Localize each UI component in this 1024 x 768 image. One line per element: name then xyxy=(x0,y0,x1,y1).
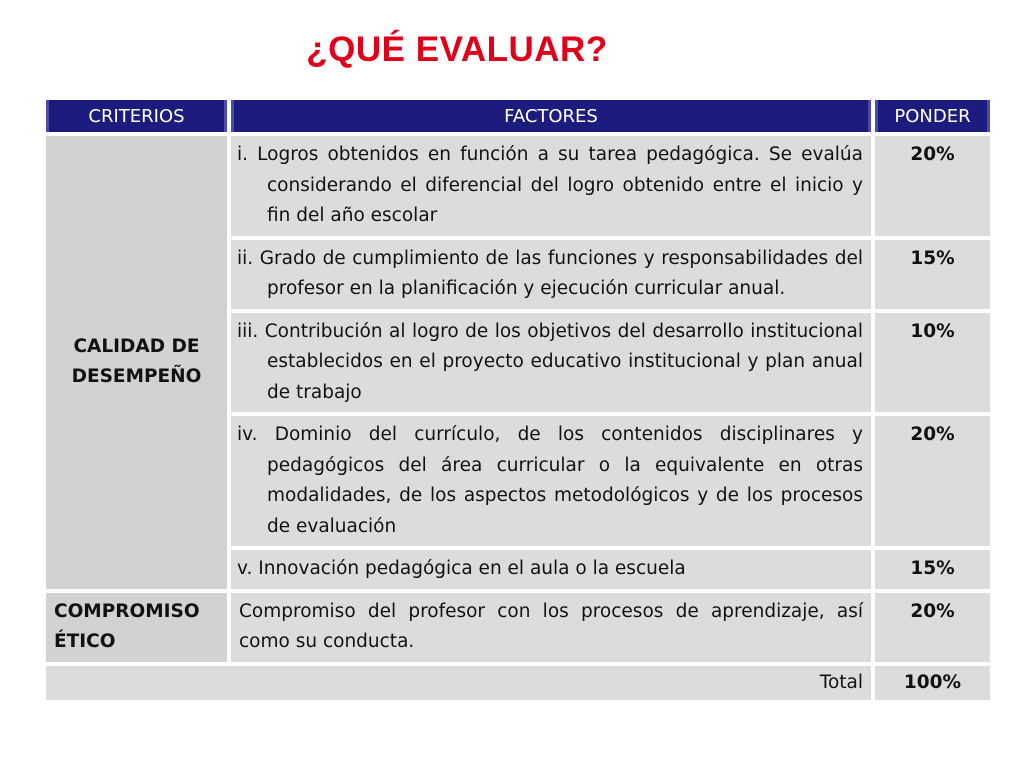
total-label: Total xyxy=(46,666,871,701)
factor-cell: ii. Grado de cumplimiento de las funciones y responsabilidades del profesor en la planificación y ejecución curricular anual. xyxy=(231,240,871,309)
criterio-calidad-desempeno: CALIDAD DE DESEMPEÑO xyxy=(46,136,227,589)
table-row xyxy=(46,593,990,662)
total-row xyxy=(46,666,990,701)
ponder-cell: 20% xyxy=(875,416,990,546)
ponder-cell: 15% xyxy=(875,240,990,309)
page-title: ¿QUÉ EVALUAR? xyxy=(306,30,608,69)
header-criterios: CRITERIOS xyxy=(46,100,227,132)
factor-cell: i. Logros obtenidos en función a su tarea pedagógica. Se evalúa considerando el diferencial del logro obtenido entre el inicio y fin del año escolar xyxy=(231,136,871,236)
ponder-cell: 20% xyxy=(875,593,990,662)
evaluation-table xyxy=(42,96,994,704)
table-header-row xyxy=(46,100,990,132)
ponder-cell: 20% xyxy=(875,136,990,236)
factor-cell: iii. Contribución al logro de los objetivos del desarrollo institucional establecidos en el proyecto educativo institucional y plan anual de trabajo xyxy=(231,313,871,413)
criterio-compromiso-etico: COMPROMISO ÉTICO xyxy=(46,593,227,662)
table-row xyxy=(46,136,990,236)
ponder-cell: 10% xyxy=(875,313,990,413)
factor-cell: v. Innovación pedagógica en el aula o la escuela xyxy=(231,550,871,589)
ponder-cell: 15% xyxy=(875,550,990,589)
factor-cell: iv. Dominio del currículo, de los contenidos disciplinares y pedagógicos del área curricular o la equivalente en otras modalidades, de los aspectos metodológicos y de los procesos de evaluación xyxy=(231,416,871,546)
total-value: 100% xyxy=(875,666,990,701)
header-ponder: PONDER xyxy=(875,100,990,132)
header-factores: FACTORES xyxy=(231,100,871,132)
factor-cell: Compromiso del profesor con los procesos de aprendizaje, así como su conducta. xyxy=(231,593,871,662)
